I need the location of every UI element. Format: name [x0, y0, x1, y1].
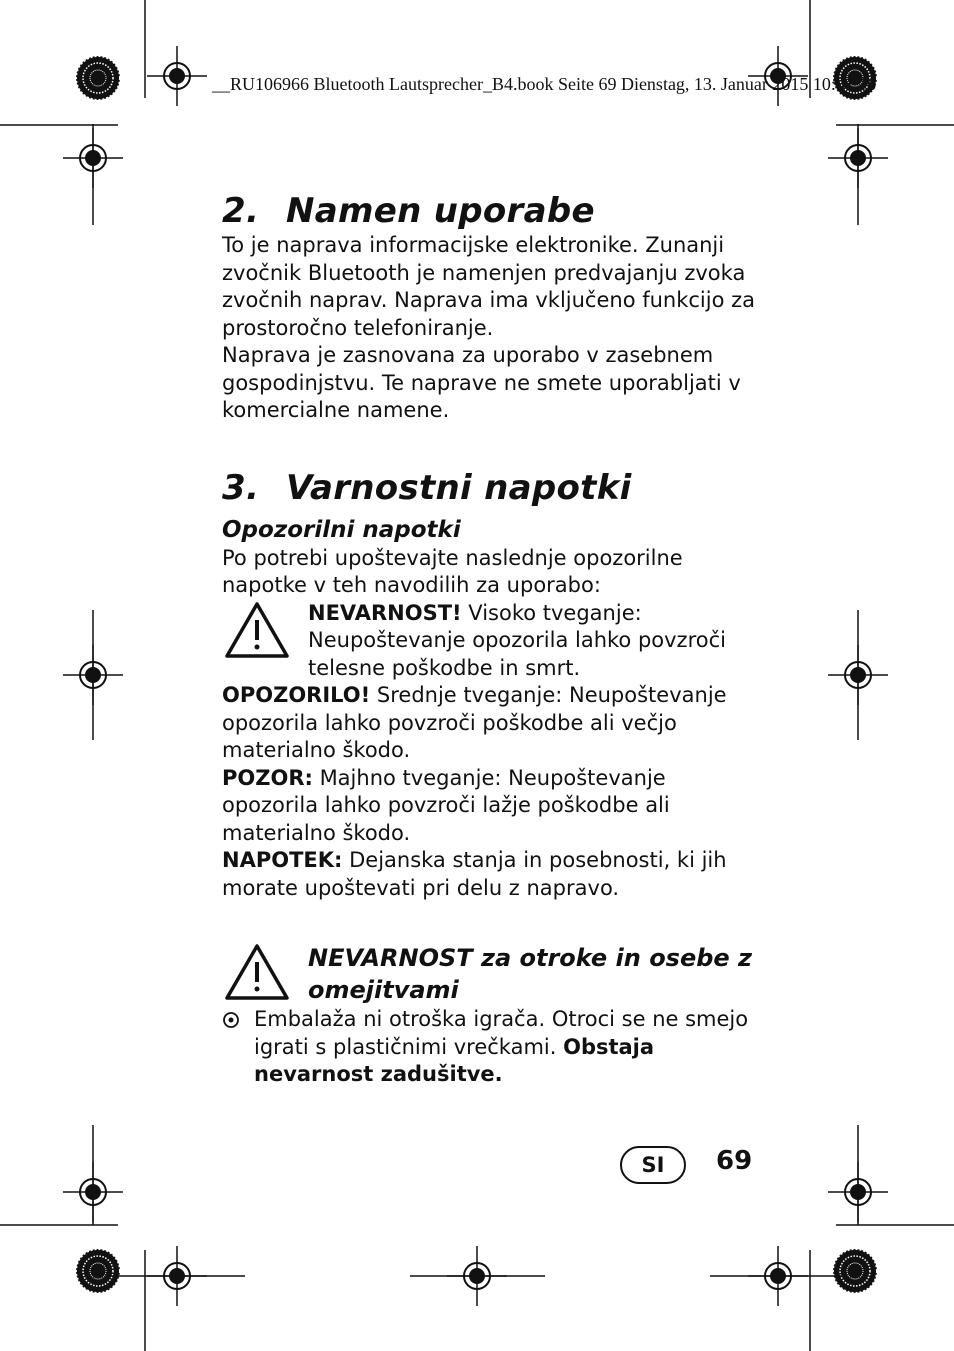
caution-text: Majhno tveganje: Neupoštevanje opozorila lahko povzroči lažje poškodbe ali materialno škodo.: [222, 765, 670, 845]
children-warning-heading: NEVARNOST za otroke in osebe z omejitvami: [308, 944, 753, 1004]
bullet-bold-text: Obstaja nevarnost zadušitve.: [254, 1034, 655, 1086]
subsection-heading: Opozorilni napotki: [222, 516, 461, 543]
page-content: [222, 190, 762, 1089]
warning-label: OPOZORILO!: [222, 683, 371, 707]
danger-label: NEVARNOST!: [308, 600, 462, 625]
language-badge: SI: [620, 1146, 686, 1184]
section-title: Varnostni napotki: [286, 467, 632, 508]
danger-notice: [222, 600, 762, 683]
warning-notice: [222, 682, 762, 765]
bullet-text: Embalaža ni otroška igrača. Otroci se ne smejo igrati s plastičnimi vrečkami.: [254, 1007, 749, 1059]
caution-label: POZOR:: [222, 765, 313, 790]
note-text: Dejanska stanja in posebnosti, ki jih morate upoštevati pri delu z napravo.: [222, 848, 727, 900]
section-number: 3.: [222, 467, 260, 508]
warnings-intro: Po potrebi upoštevajte naslednje opozorilne napotke v teh navodilih za uporabo:: [222, 545, 683, 597]
warning-text: Srednje tveganje: Neupoštevanje opozorila lahko povzroči poškodbe ali večjo materialno škodo.: [222, 683, 727, 762]
section-2-heading: [222, 190, 762, 232]
caution-notice: [222, 765, 762, 848]
section-number: 2.: [222, 191, 260, 231]
section-2-paragraph-2: Naprava je zasnovana za uporabo v zasebnem gospodinjstvu. Te naprave ne smete uporabljati v komercialne namene.: [222, 343, 741, 422]
warning-triangle-icon: [224, 600, 290, 660]
section-2-paragraph-1: To je naprava informacijske elektronike. Zunanji zvočnik Bluetooth je namenjen predvajanju zvoka zvočnih naprav. Naprava ima vključeno funkcijo za prostoročno telefoniranje.: [222, 233, 756, 340]
warning-triangle-icon: [224, 942, 290, 1002]
section-title: Namen uporabe: [286, 191, 595, 231]
children-warning: [222, 942, 762, 1006]
section-3-heading: [222, 467, 762, 509]
print-header: __RU106966 Bluetooth Lautsprecher_B4.book Seite 69 Dienstag, 13. Januar 2015 10:31 10: [212, 74, 877, 94]
list-item: [222, 1006, 762, 1089]
circle-dot-bullet-icon: [222, 1011, 240, 1029]
note-label: NAPOTEK:: [222, 848, 343, 872]
note-notice: [222, 847, 762, 902]
danger-text: Visoko tveganje: Neupoštevanje opozorila lahko povzroči telesne poškodbe in smrt.: [308, 600, 726, 680]
page-number: 69: [716, 1146, 753, 1176]
